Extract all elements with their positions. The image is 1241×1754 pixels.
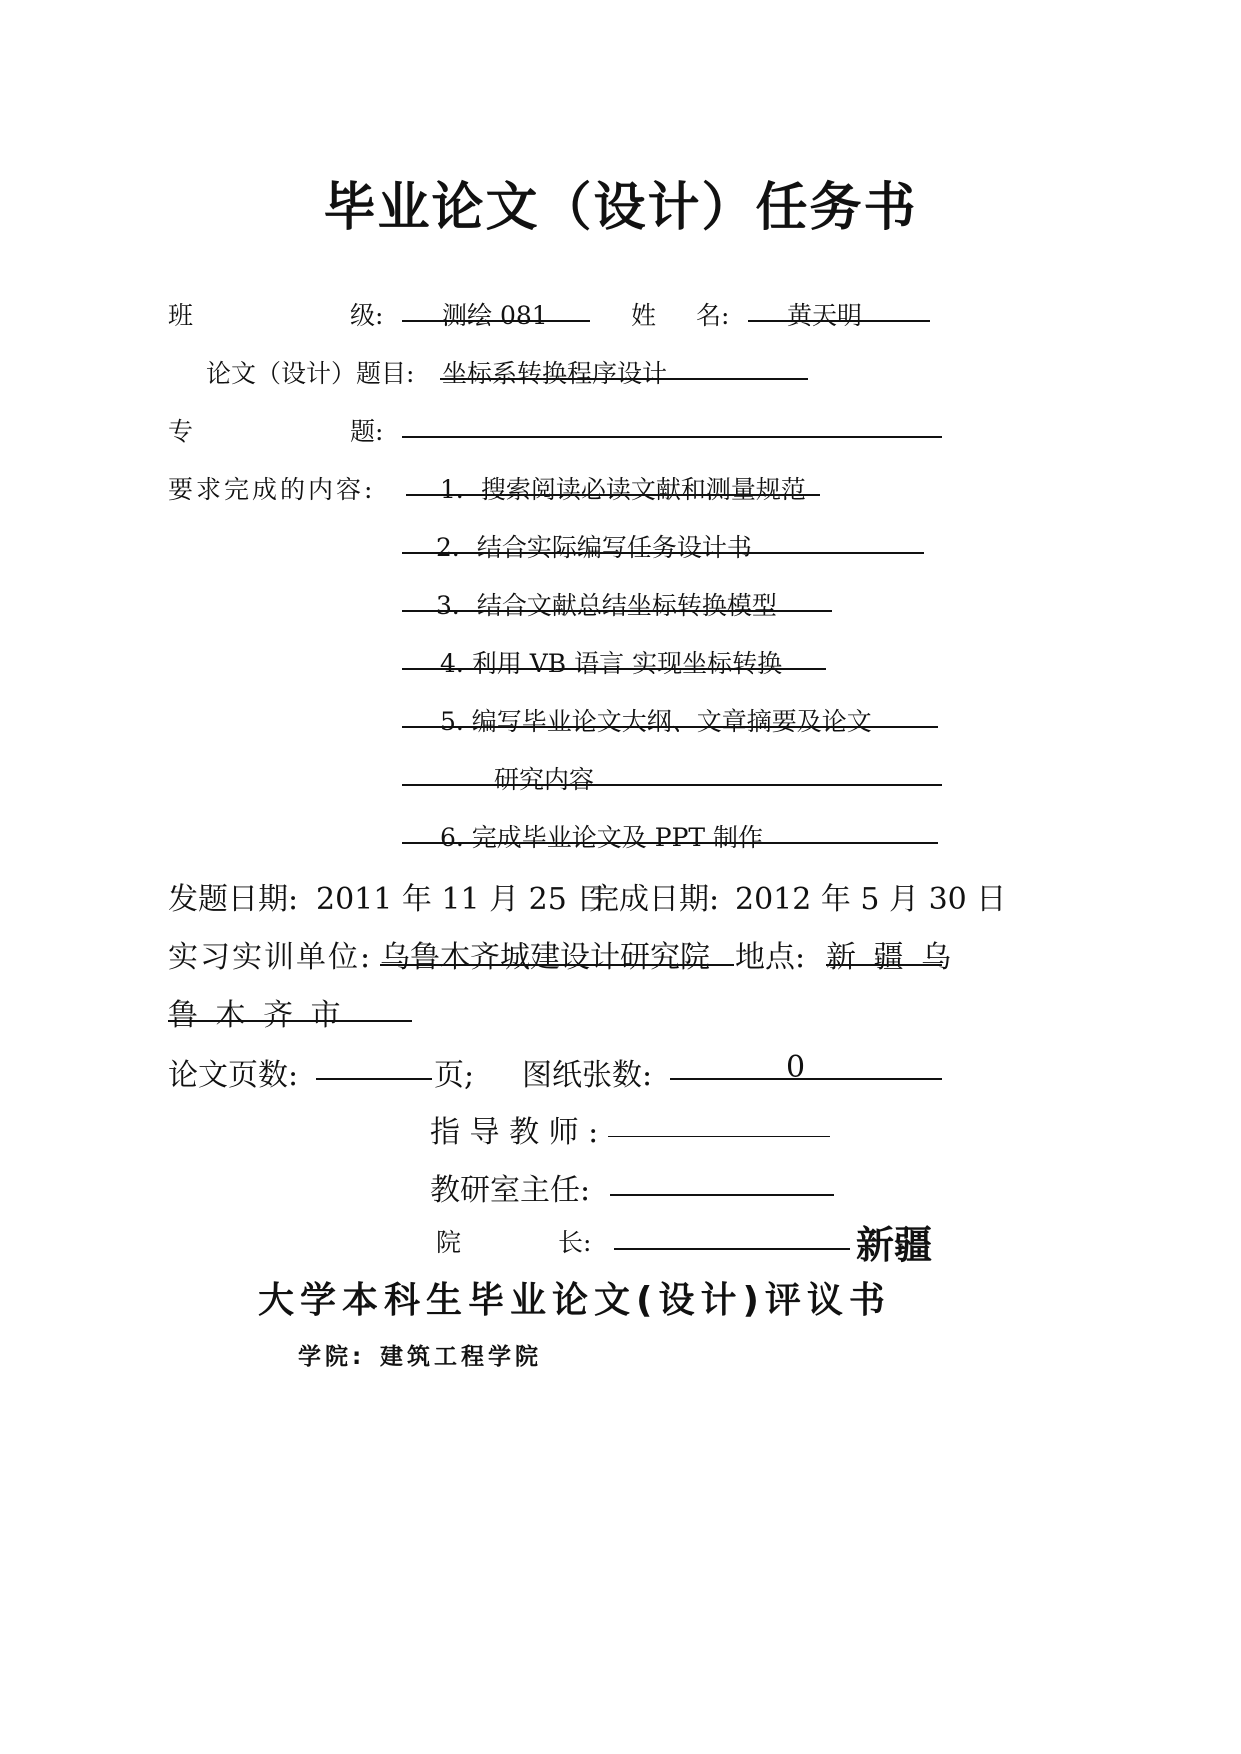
advisor-label: 指 导 教 师 : (430, 1115, 599, 1150)
content-item: 3．结合文献总结坐标转换模型 (436, 591, 777, 620)
finish-date-label: 完成日期: (589, 882, 720, 917)
drawings-value: 0 (786, 1050, 806, 1085)
dean-label-char2: 长: (558, 1228, 592, 1257)
content-item-underline (402, 842, 938, 844)
content-item-underline (402, 784, 942, 786)
dean-label-char1: 院 (436, 1228, 462, 1257)
issue-date-label: 发题日期: (168, 882, 299, 917)
content-item: 研究内容 (494, 765, 595, 794)
name-label-char2: 名: (696, 301, 730, 330)
internship-unit-underline (380, 964, 734, 966)
content-item: 5. 编写毕业论文大纲、文章摘要及论文 (440, 707, 872, 736)
content-item-underline (402, 726, 938, 728)
class-label-char1: 班 (168, 301, 194, 330)
name-underline (748, 320, 930, 322)
college-label: 学院: (298, 1344, 366, 1370)
topic-value: 坐标系转换程序设计 (442, 359, 668, 388)
drawings-label: 图纸张数: (522, 1058, 653, 1093)
place-label: 地点: (735, 940, 806, 975)
content-item-underline (406, 494, 820, 496)
topic-underline (440, 378, 808, 380)
place-underline-2 (168, 1020, 412, 1022)
class-underline (402, 320, 590, 322)
review-title: 大学本科生毕业论文(设计)评议书 (258, 1280, 891, 1321)
special-label-char2: 题: (350, 417, 384, 446)
issue-date-value: 2011 年 11 月 25 日 (316, 882, 607, 917)
trailing-text: 新疆 (856, 1223, 933, 1267)
page-title: 毕业论文（设计）任务书 (323, 178, 918, 238)
content-item-underline (402, 552, 924, 554)
pages-underline (316, 1078, 432, 1080)
name-value: 黄天明 (787, 301, 863, 330)
finish-date-value: 2012 年 5 月 30 日 (735, 882, 1007, 917)
pages-unit: 页; (434, 1058, 475, 1093)
class-label-char2: 级: (350, 301, 384, 330)
content-item-underline (402, 668, 826, 670)
topic-label: 论文（设计）题目: (206, 359, 415, 388)
special-underline (402, 436, 942, 438)
dean-signature-line (614, 1248, 850, 1250)
content-label: 要求完成的内容: (168, 475, 376, 504)
content-item: 4. 利用 VB 语言 实现坐标转换 (440, 649, 783, 678)
special-label-char1: 专 (168, 417, 194, 446)
name-label-char1: 姓 (631, 301, 657, 330)
place-underline-1 (826, 964, 942, 966)
pages-label: 论文页数: (168, 1058, 299, 1093)
director-label: 教研室主任: (430, 1173, 591, 1208)
content-item: 6. 完成毕业论文及 PPT 制作 (440, 823, 764, 852)
internship-unit-value: 乌鲁木齐城建设计研究院 (380, 940, 710, 975)
advisor-signature-line (608, 1136, 830, 1137)
content-item: 2．结合实际编写任务设计书 (436, 533, 752, 562)
content-item-underline (402, 610, 832, 612)
content-item: 1．搜索阅读必读文献和测量规范 (440, 475, 806, 504)
college-value: 建筑工程学院 (380, 1344, 542, 1370)
director-signature-line (610, 1194, 834, 1196)
class-value: 测绘 081 (442, 301, 548, 330)
drawings-underline (670, 1078, 942, 1080)
place-value-part2: 鲁 木 齐 市 (168, 998, 345, 1033)
internship-unit-label: 实习实训单位: (168, 940, 373, 975)
place-value-part1: 新 疆 乌 (826, 940, 956, 975)
